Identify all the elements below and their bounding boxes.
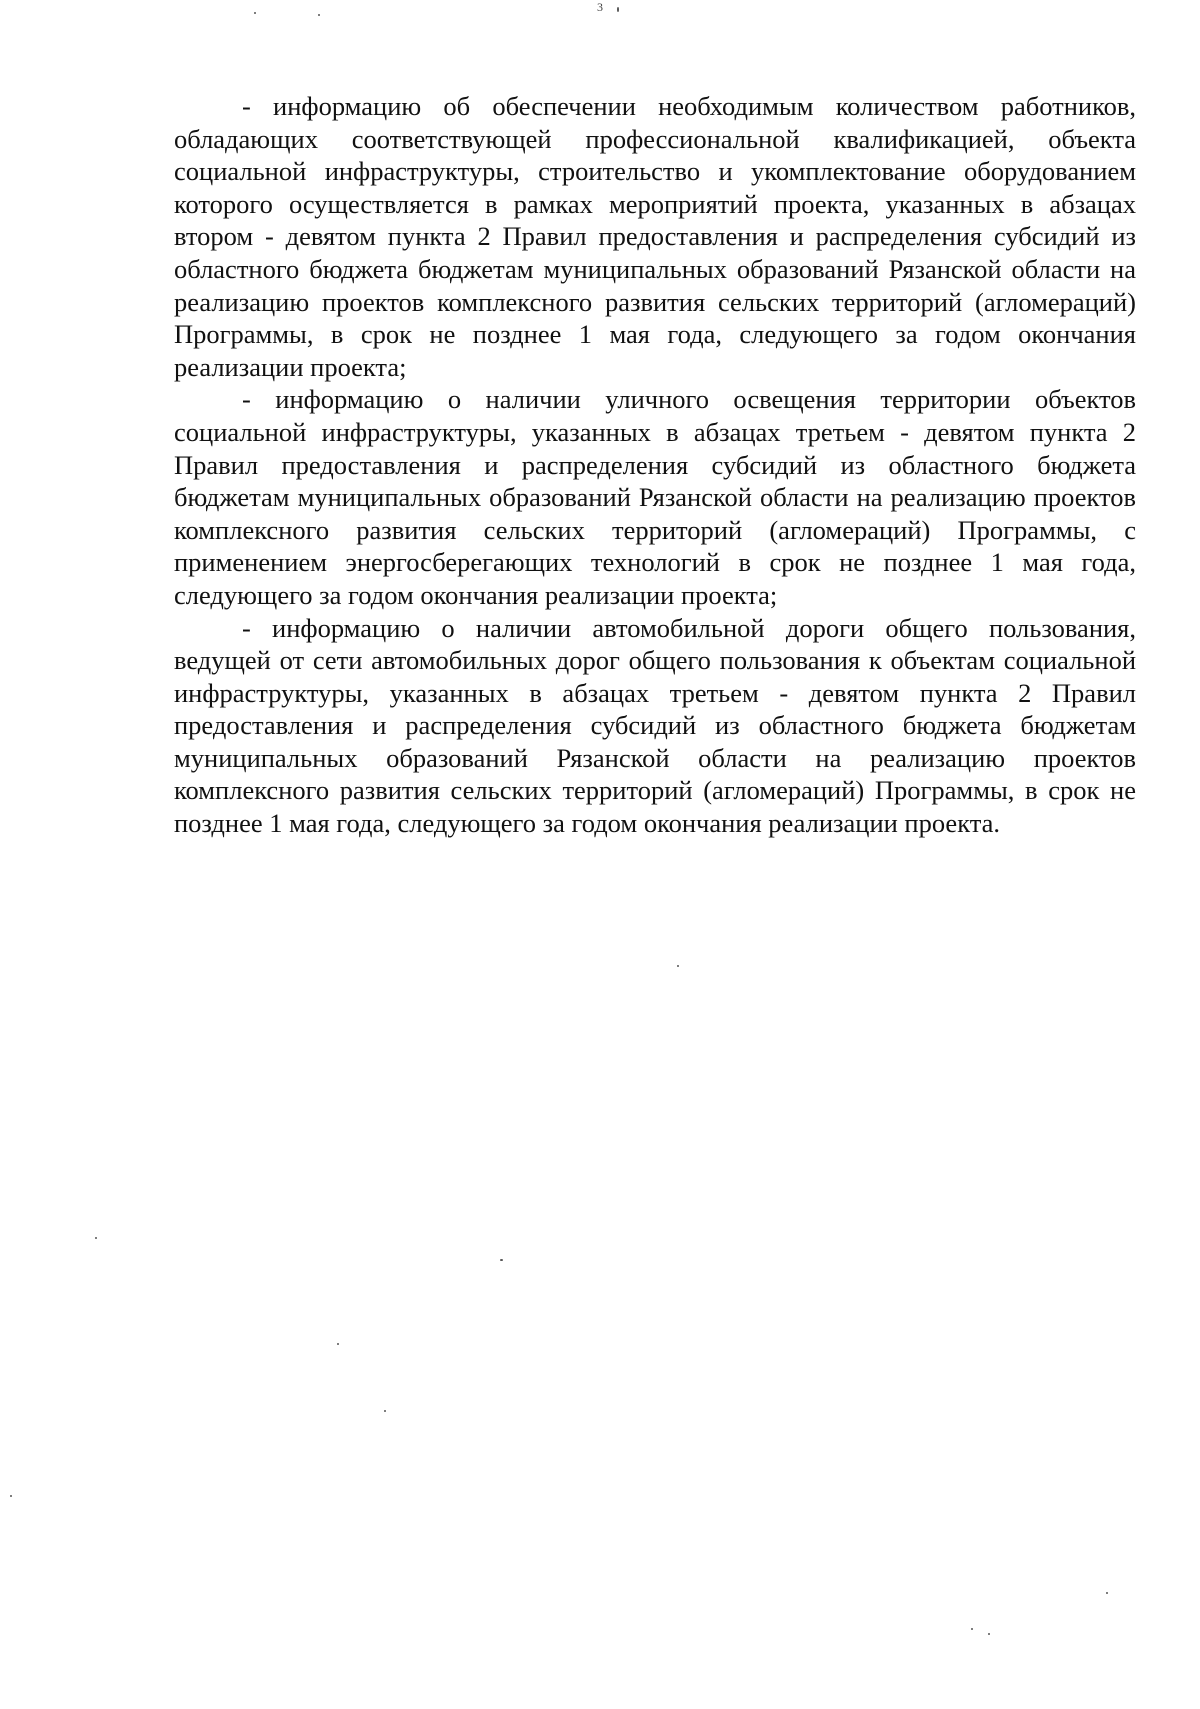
scan-speck	[1106, 1592, 1108, 1594]
scan-speck	[384, 1410, 386, 1412]
paragraph-road-info: - информацию о наличии автомобильной дороги общего пользования, ведущей от сети автомобильных дорог общего пользования к объектам социальной инфраструктуры, указанных в абзацах третьем - девятом пункта 2 Правил предоставления и распределения субсидий из областного бюджета бюджетам муниципальных образований Рязанской области на реализацию проектов комплексного развития сельских территорий (агломераций) Программы, в срок не позднее 1 мая года, следующего за годом окончания реализации проекта.	[174, 612, 1136, 839]
scan-speck	[971, 1628, 973, 1630]
paragraph-street-lighting-info: - информацию о наличии уличного освещения территории объектов социальной инфраструктуры, указанных в абзацах третьем - девятом пункта 2 Правил предоставления и распределения субсидий из областного бюджета бюджетам муниципальных образований Рязанской области на реализацию проектов комплексного развития сельских территорий (агломераций) Программы, с применением энергосберегающих технологий в срок не позднее 1 мая года, следующего за годом окончания реализации проекта;	[174, 384, 1136, 610]
scan-speck	[677, 965, 679, 967]
scan-speck	[318, 14, 320, 16]
page-number: 3	[597, 0, 603, 14]
scan-speck	[337, 1343, 339, 1345]
scan-speck	[10, 1495, 12, 1497]
scan-speck	[500, 1259, 503, 1261]
paragraph-staff-info: - информацию об обеспечении необходимым количеством работников, обладающих соответствующей профессиональной квалификацией, объекта социальной инфраструктуры, строительство и укомплектование оборудованием которого осуществляется в рамках мероприятий проекта, указанных в абзацах втором - девятом пункта 2 Правил предоставления и распределения субсидий из областного бюджета бюджетам муниципальных образований Рязанской области на реализацию проектов комплексного развития сельских территорий (агломераций) Программы, в срок не позднее 1 мая года, следующего за годом окончания реализации проекта;	[174, 91, 1136, 382]
scan-speck	[95, 1237, 97, 1239]
scan-speck	[254, 12, 256, 14]
document-body	[174, 90, 1136, 840]
scan-speck	[988, 1633, 990, 1635]
scan-speck	[617, 7, 619, 12]
